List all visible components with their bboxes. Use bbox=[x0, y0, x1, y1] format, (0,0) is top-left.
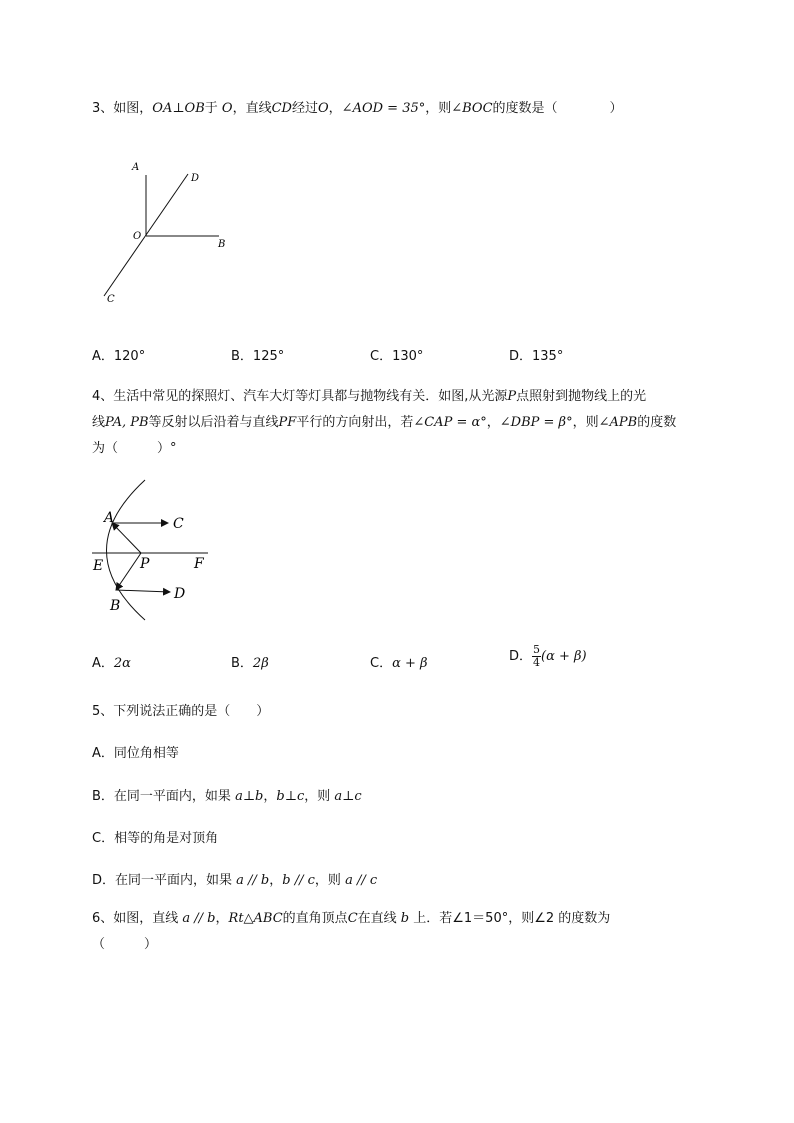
fraction bbox=[532, 644, 541, 669]
q5-option-c[interactable]: C．相等的角是对顶角 bbox=[92, 831, 219, 846]
option-value: 2α bbox=[113, 656, 131, 671]
option-label: A． bbox=[92, 656, 114, 671]
q3-text: 3、如图， bbox=[92, 101, 153, 116]
q5-text: D．在同一平面内，如果 bbox=[92, 873, 237, 888]
q3-math: O bbox=[317, 101, 329, 116]
label-o: O bbox=[133, 231, 142, 242]
option-label: C． bbox=[370, 656, 393, 671]
q3-text: 于 bbox=[204, 101, 222, 116]
q4-math: PF bbox=[278, 415, 297, 430]
q6-math: Rt△ABC bbox=[228, 911, 283, 926]
q3-text: ，则 bbox=[425, 101, 452, 116]
q6-math: a // b bbox=[182, 911, 216, 926]
ray-pa bbox=[112, 523, 141, 553]
q5-math: a // b bbox=[236, 873, 270, 888]
q3-math: ∠AOD = 35° bbox=[341, 101, 426, 116]
q4-option-c[interactable] bbox=[370, 652, 428, 671]
option-label: B． bbox=[231, 656, 253, 671]
q3-math: OA⊥OB bbox=[152, 101, 205, 116]
q4-math: ∠APB bbox=[598, 415, 638, 430]
q5-stem: 5、下列说法正确的是（ ） bbox=[92, 704, 270, 719]
q5-math: a // c bbox=[345, 873, 378, 888]
q5-text: ， bbox=[269, 873, 283, 888]
q4-line-1 bbox=[92, 384, 742, 410]
ray-bd bbox=[116, 590, 170, 592]
q4-option-b[interactable] bbox=[231, 652, 269, 671]
q4-math: PA, PB bbox=[105, 415, 149, 430]
option-value: 2β bbox=[252, 656, 269, 671]
label-c: C bbox=[107, 294, 115, 305]
q3-option-d[interactable]: D．135° bbox=[509, 349, 564, 364]
q4-text: 4、生活中常见的探照灯、汽车大灯等灯具都与抛物线有关．如图,从光源 bbox=[92, 389, 508, 404]
q3-text: ， bbox=[328, 101, 342, 116]
option-value: (α + β) bbox=[541, 649, 587, 664]
label-b: B bbox=[218, 239, 226, 250]
q3-math: O bbox=[221, 101, 233, 116]
q5-text: ，则 bbox=[304, 789, 335, 804]
q6-stem bbox=[92, 906, 742, 958]
q3-figure bbox=[95, 150, 245, 310]
q6-text: ， bbox=[215, 911, 229, 926]
q3-option-c[interactable]: C．130° bbox=[370, 349, 424, 364]
q3-stem bbox=[92, 96, 742, 122]
q4-text: 等反射以后沿着与直线 bbox=[148, 415, 279, 430]
q4-line-3: 为（ ）° bbox=[92, 441, 177, 456]
q4-math: ∠CAP = α° bbox=[413, 415, 487, 430]
fraction-denominator: 4 bbox=[533, 656, 541, 669]
q6-text: 在直线 bbox=[357, 911, 401, 926]
q6-math: b bbox=[400, 911, 410, 926]
label-a: A bbox=[132, 162, 140, 173]
q5-text: B．在同一平面内，如果 bbox=[92, 789, 236, 804]
fraction-numerator: 5 bbox=[533, 643, 541, 656]
q5-text: ，则 bbox=[314, 873, 346, 888]
q6-text: 6、如图，直线 bbox=[92, 911, 183, 926]
option-value: α + β bbox=[392, 656, 428, 671]
q4-text: 的度数 bbox=[637, 415, 677, 430]
q5-math: b⊥c bbox=[276, 789, 305, 804]
label-f: F bbox=[194, 556, 204, 572]
q6-math: C bbox=[347, 911, 358, 926]
q3-math: ∠BOC bbox=[451, 101, 493, 116]
q4-text: 平行的方向射出，若 bbox=[296, 415, 414, 430]
q4-option-d[interactable] bbox=[509, 644, 587, 669]
q3-text: 经过 bbox=[291, 101, 318, 116]
q5-text: ， bbox=[263, 789, 277, 804]
q5-math: b // c bbox=[282, 873, 315, 888]
q4-text: ，则 bbox=[572, 415, 599, 430]
label-c: C bbox=[173, 516, 184, 532]
q4-text: 线 bbox=[92, 415, 106, 430]
q5-math: a⊥c bbox=[334, 789, 362, 804]
q4-math: P bbox=[507, 389, 517, 404]
q4-line-2 bbox=[92, 410, 742, 436]
q3-option-a[interactable]: A．120° bbox=[92, 349, 146, 364]
q3-option-b[interactable]: B．125° bbox=[231, 349, 285, 364]
label-d: D bbox=[174, 586, 186, 602]
q4-text: 点照射到抛物线上的光 bbox=[516, 389, 647, 404]
q6-text: 的直角顶点 bbox=[282, 911, 348, 926]
label-b: B bbox=[110, 598, 121, 614]
ray-pb bbox=[116, 553, 141, 590]
q5-option-d[interactable] bbox=[92, 869, 377, 888]
q6-line-2: （ ） bbox=[92, 937, 158, 952]
q6-line-1 bbox=[92, 906, 742, 932]
q4-figure bbox=[88, 476, 218, 626]
q4-math: ∠DBP = β° bbox=[499, 415, 573, 430]
q5-option-a[interactable]: A．同位角相等 bbox=[92, 746, 179, 761]
label-d: D bbox=[191, 173, 200, 184]
q4-stem bbox=[92, 384, 742, 462]
q3-text: 的度数是（ ） bbox=[492, 101, 623, 116]
q3-math: CD bbox=[271, 101, 292, 116]
q5-option-b[interactable] bbox=[92, 785, 362, 804]
q6-text: 上．若∠1＝50°，则∠2 的度数为 bbox=[409, 911, 611, 926]
label-e: E bbox=[93, 558, 104, 574]
label-a: A bbox=[104, 510, 115, 526]
q3-text: ，直线 bbox=[232, 101, 272, 116]
label-p: P bbox=[140, 556, 150, 572]
q4-option-a[interactable] bbox=[92, 652, 131, 671]
q4-text: ， bbox=[486, 415, 500, 430]
option-label: D． bbox=[509, 649, 533, 664]
q5-math: a⊥b bbox=[235, 789, 264, 804]
